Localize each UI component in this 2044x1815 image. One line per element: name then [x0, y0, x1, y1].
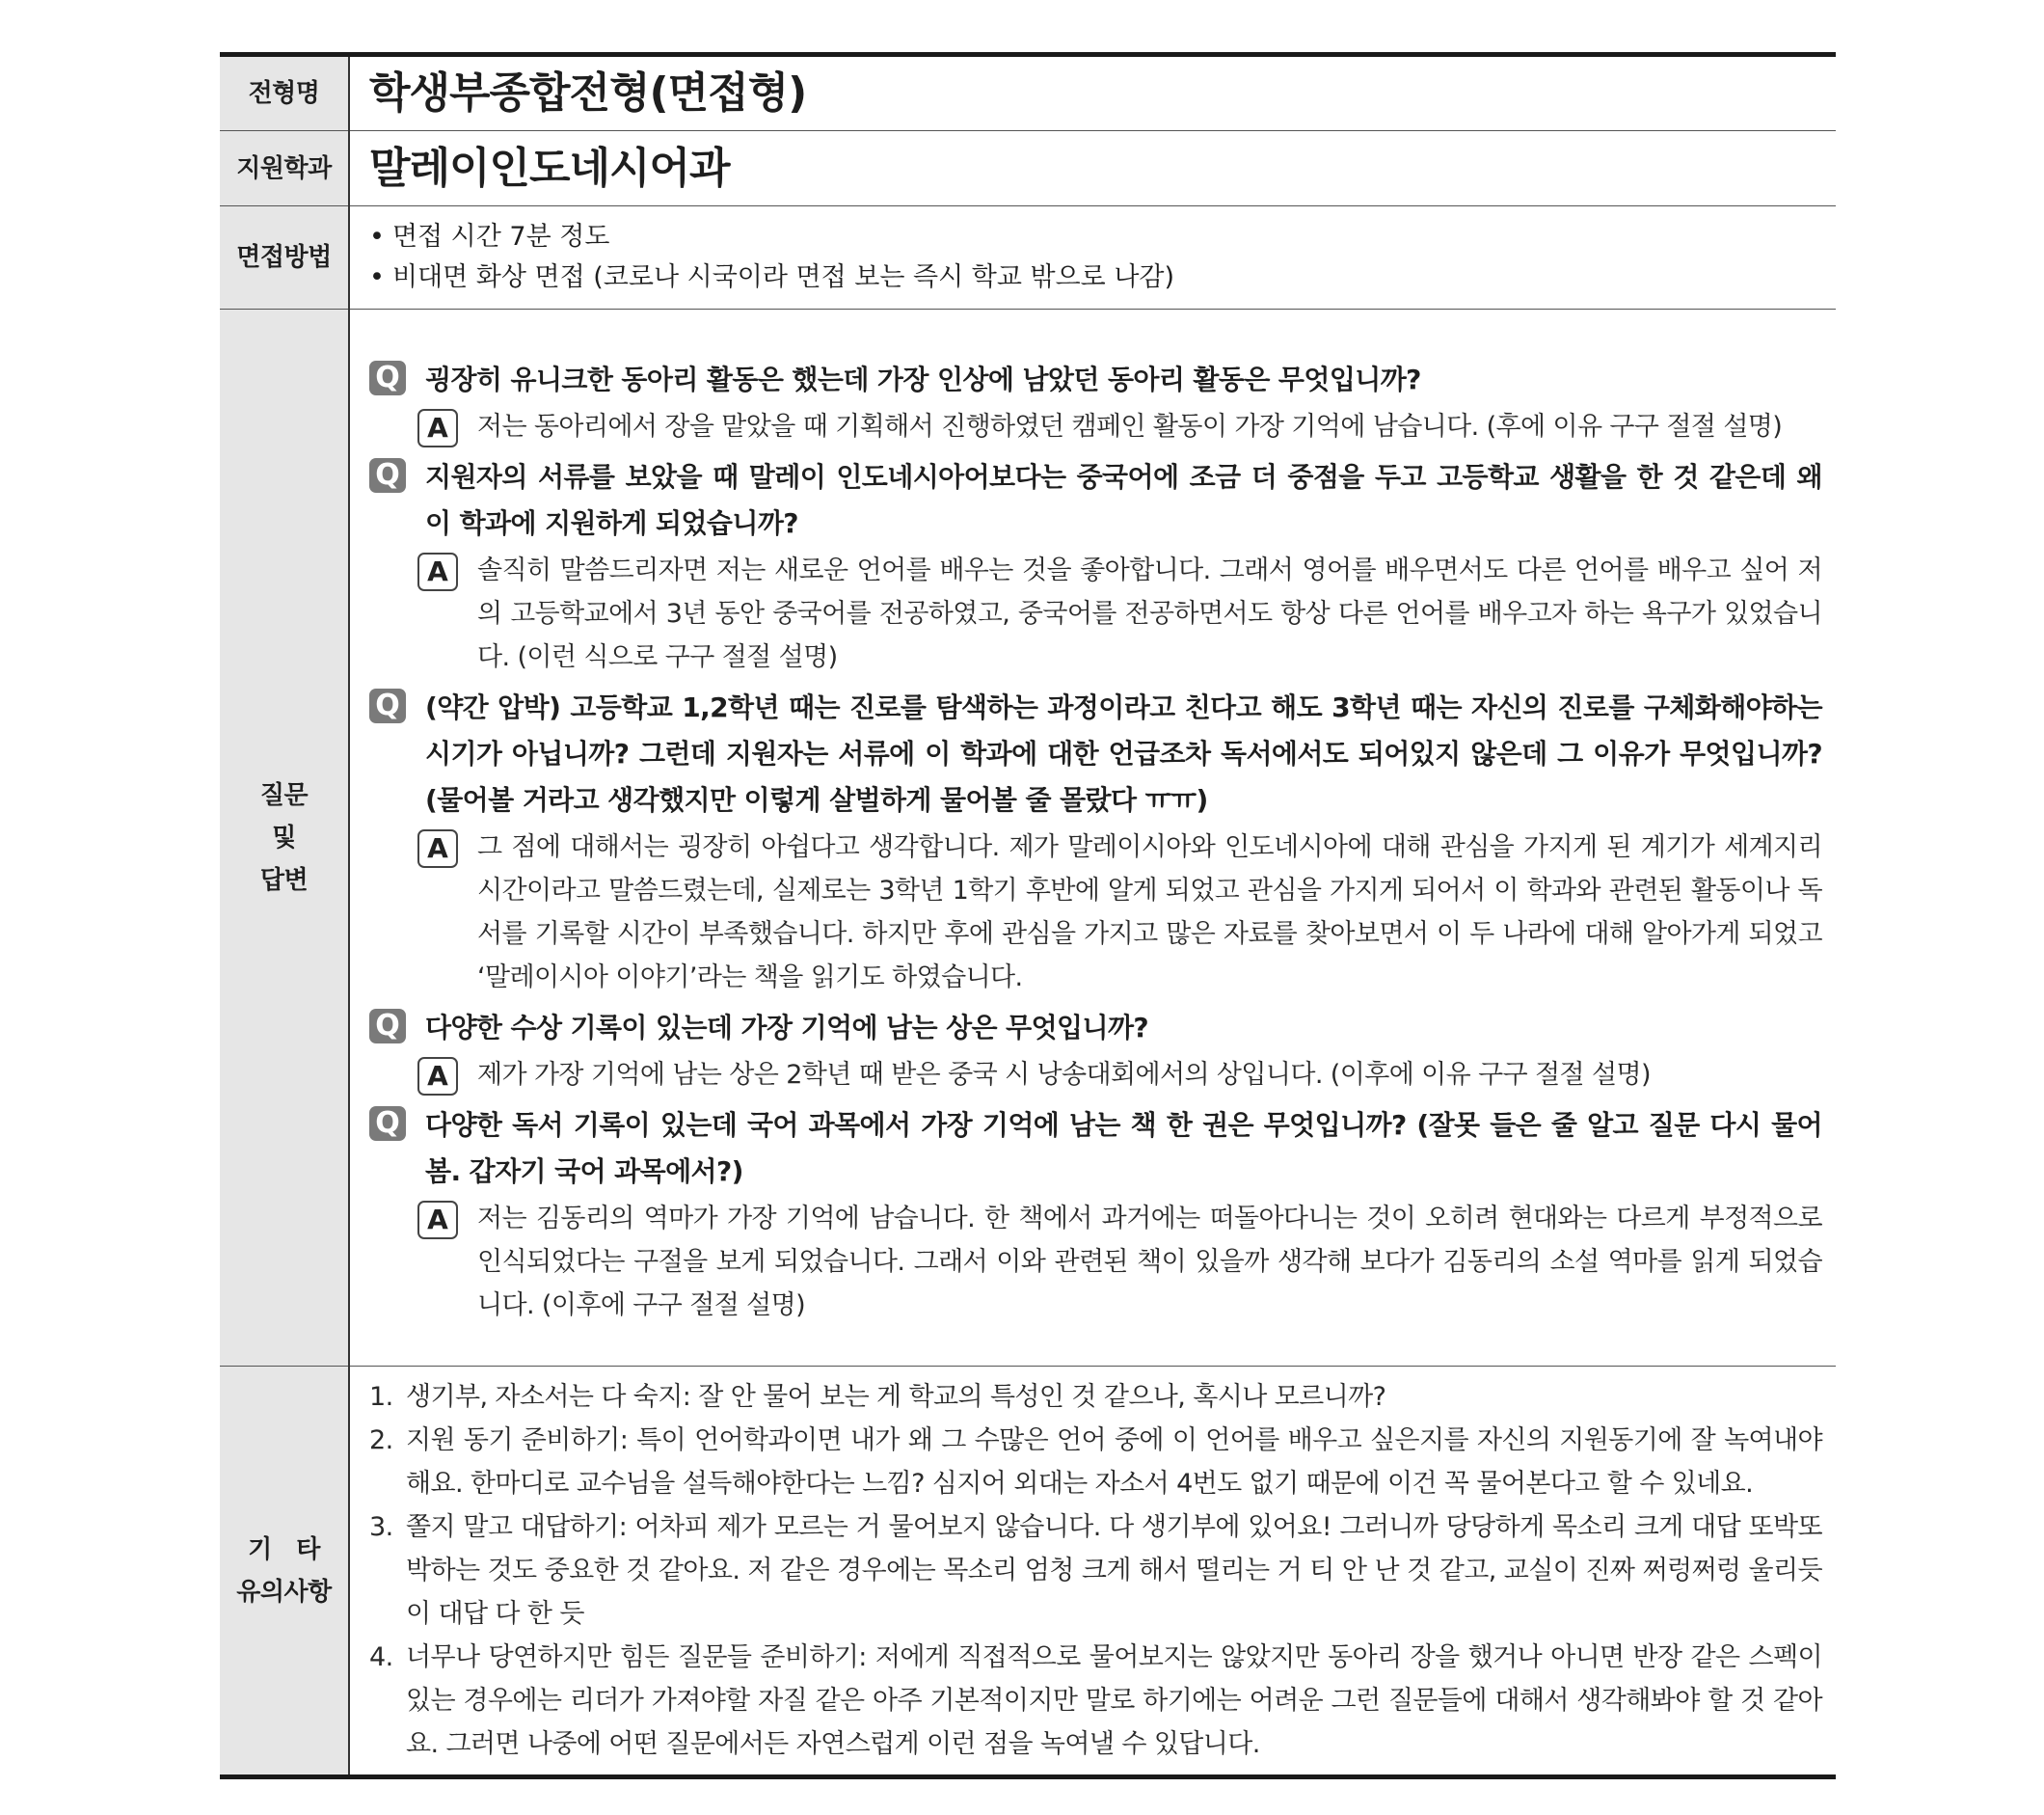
- row-department: [220, 131, 1836, 206]
- method-list: [369, 207, 1822, 308]
- qa-list: [369, 341, 1822, 1335]
- notes-list: [369, 1368, 1822, 1774]
- q-badge: Q: [369, 458, 406, 493]
- answer-5: [417, 1197, 1822, 1327]
- method-item: • 면접 시간 7분 정도: [369, 217, 1822, 257]
- interview-table: [220, 52, 1836, 1779]
- question-text: 굉장히 유니크한 동아리 활동은 했는데 가장 인상에 남았던 동아리 활동은 무엇입니까?: [425, 363, 1421, 395]
- row-interview-method: [220, 206, 1836, 310]
- label-qa: 질문 및 답변: [220, 310, 349, 1367]
- q-badge: Q: [369, 361, 406, 395]
- answer-text: 제가 가장 기억에 남는 상은 2학년 때 받은 중국 시 낭송대회에서의 상입니다. (이후에 이유 구구 절절 설명): [477, 1059, 1651, 1090]
- note-item: 1. 생기부, 자소서는 다 숙지: 잘 안 물어 보는 게 학교의 특성인 것 같으나, 혹시나 모르니까?: [369, 1382, 1386, 1412]
- question-3: [369, 685, 1822, 824]
- label-admission-type: 전형명: [220, 55, 349, 131]
- label-interview-method: 면접방법: [220, 206, 349, 310]
- department-value: 말레이인도네시어과: [369, 143, 730, 193]
- answer-text: 저는 동아리에서 장을 맡았을 때 기획해서 진행하였던 캠페인 활동이 가장 기억에 남습니다. (후에 이유 구구 절절 설명): [477, 411, 1783, 442]
- q-badge: Q: [369, 1009, 406, 1043]
- label-notes: 기 타 유의사항: [220, 1367, 349, 1777]
- label-department: 지원학과: [220, 131, 349, 206]
- note-item: 3. 쫄지 말고 대답하기: 어차피 제가 모르는 거 물어보지 않습니다. 다 생기부에 있어요! 그러니까 당당하게 목소리 크게 대답 또박또박하는 것도 중요한 것 같아요. 저 같은 경우에는 목소리 엄청 크게 해서 떨리는 거 티 안 난 것 같고, 교실이 진짜 쩌렁쩌렁 울리듯이 대답 다 한 듯: [369, 1512, 1822, 1629]
- question-1: [369, 357, 1822, 403]
- question-text: (약간 압박) 고등학교 1,2학년 때는 진로를 탐색하는 과정이라고 친다고 해도 3학년 때는 자신의 진로를 구체화해야하는 시기가 아닙니까? 그런데 지원자는 서류에 이 학과에 대한 언급조차 독서에서도 되어있지 않은데 그 이유가 무엇입니까? (물어볼 거라고 생각했지만 이렇게 살벌하게 물어볼 줄 몰랐다 ㅠㅠ): [425, 691, 1822, 816]
- q-badge: Q: [369, 689, 406, 723]
- method-item: • 비대면 화상 면접 (코로나 시국이라 면접 보는 즉시 학교 밖으로 나감): [369, 257, 1822, 298]
- admission-type-value: 학생부종합전형(면접형): [369, 68, 807, 118]
- answer-text: 저는 김동리의 역마가 가장 기억에 남습니다. 한 책에서 과거에는 떠돌아다니는 것이 오히려 현대와는 다르게 부정적으로 인식되었다는 구절을 보게 되었습니다. 그래서 이와 관련된 책이 있을까 생각해 보다가 김동리의 소설 역마를 읽게 되었습니다. (이후에 구구 절절 설명): [477, 1203, 1822, 1320]
- question-4: [369, 1005, 1822, 1051]
- question-text: 다양한 독서 기록이 있는데 국어 과목에서 가장 기억에 남는 책 한 권은 무엇입니까? (잘못 들은 줄 알고 질문 다시 물어봄. 갑자기 국어 과목에서?): [425, 1108, 1822, 1187]
- note-item: 2. 지원 동기 준비하기: 특이 언어학과이면 내가 왜 그 수많은 언어 중에 이 언어를 배우고 싶은지를 자신의 지원동기에 잘 녹여내야해요. 한마디로 교수님을 설득해야한다는 느낌? 심지어 외대는 자소서 4번도 없기 때문에 이건 꼭 물어본다고 할 수 있네요.: [369, 1425, 1822, 1499]
- answer-1: [417, 405, 1822, 448]
- note-item: 4. 너무나 당연하지만 힘든 질문들 준비하기: 저에게 직접적으로 물어보지는 않았지만 동아리 장을 했거나 아니면 반장 같은 스펙이 있는 경우에는 리더가 가져야할 자질 같은 아주 기본적이지만 말로 하기에는 어려운 그런 질문들에 대해서 생각해봐야 할 것 같아요. 그러면 나중에 어떤 질문에서든 자연스럽게 이런 점을 녹여낼 수 있답니다.: [369, 1642, 1822, 1759]
- a-badge: A: [417, 1201, 458, 1239]
- row-notes: [220, 1367, 1836, 1777]
- question-5: [369, 1102, 1822, 1195]
- question-text: 다양한 수상 기록이 있는데 가장 기억에 남는 상은 무엇입니까?: [425, 1011, 1149, 1043]
- answer-3: [417, 826, 1822, 999]
- a-badge: A: [417, 829, 458, 868]
- answer-text: 그 점에 대해서는 굉장히 아쉽다고 생각합니다. 제가 말레이시아와 인도네시아에 대해 관심을 가지게 된 계기가 세계지리 시간이라고 말씀드렸는데, 실제로는 3학년 1학기 후반에 알게 되었고 관심을 가지게 되어서 이 학과와 관련된 활동이나 독서를 기록할 시간이 부족했습니다. 하지만 후에 관심을 가지고 많은 자료를 찾아보면서 이 두 나라에 대해 알아가게 되었고 ‘말레이시아 이야기’라는 책을 읽기도 하였습니다.: [477, 831, 1822, 992]
- interview-sheet: [220, 52, 1836, 1779]
- row-admission-type: [220, 55, 1836, 131]
- question-2: [369, 454, 1822, 547]
- q-badge: Q: [369, 1106, 406, 1141]
- a-badge: A: [417, 553, 458, 591]
- a-badge: A: [417, 409, 458, 447]
- answer-text: 솔직히 말씀드리자면 저는 새로운 언어를 배우는 것을 좋아합니다. 그래서 영어를 배우면서도 다른 언어를 배우고 싶어 저의 고등학교에서 3년 동안 중국어를 전공하였고, 중국어를 전공하면서도 항상 다른 언어를 배우고자 하는 욕구가 있었습니다. (이런 식으로 구구 절절 설명): [477, 555, 1822, 672]
- answer-4: [417, 1053, 1822, 1097]
- question-text: 지원자의 서류를 보았을 때 말레이 인도네시아어보다는 중국어에 조금 더 중점을 두고 고등학교 생활을 한 것 같은데 왜 이 학과에 지원하게 되었습니까?: [425, 460, 1822, 539]
- a-badge: A: [417, 1057, 458, 1096]
- row-qa: [220, 310, 1836, 1367]
- answer-2: [417, 549, 1822, 679]
